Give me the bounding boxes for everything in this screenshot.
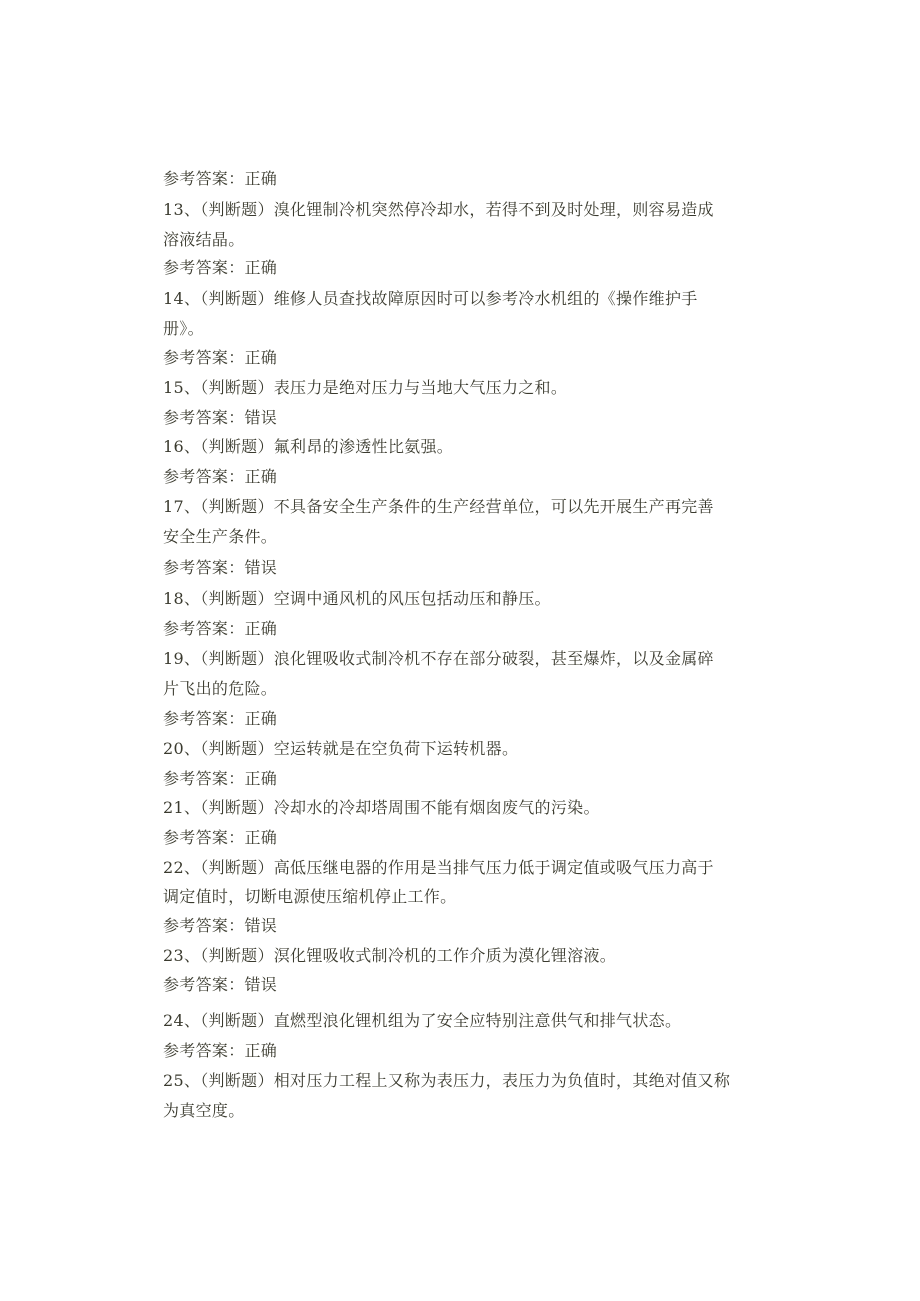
question-13-line-2: 溶液结晶。	[163, 230, 245, 249]
answer-line: 参考答案：正确	[163, 709, 278, 728]
question-25-line-1: 25、（判断题）相对压力工程上又称为表压力，表压力为负值时，其绝对值又称	[163, 1071, 731, 1090]
question-15-line: 15、（判断题）表压力是绝对压力与当地大气压力之和。	[163, 378, 568, 397]
question-14-line-2: 册》。	[163, 319, 204, 338]
question-13-line-1: 13、（判断题）溴化锂制冷机突然停冷却水，若得不到及时处理，则容易造成	[163, 200, 714, 219]
question-16-line: 16、（判断题）氟利昂的渗透性比氨强。	[163, 437, 454, 456]
question-22-line-2: 调定值时，切断电源使压缩机停止工作。	[163, 887, 457, 906]
question-14-line-1: 14、（判断题）维修人员查找故障原因时可以参考冷水机组的《操作维护手	[163, 289, 698, 308]
question-17-line-1: 17、（判断题）不具备安全生产条件的生产经营单位，可以先开展生产再完善	[163, 497, 714, 516]
answer-line: 参考答案：错误	[163, 558, 278, 577]
answer-line: 参考答案：错误	[163, 975, 278, 994]
answer-line: 参考答案：正确	[163, 169, 278, 188]
question-25-line-2: 为真空度。	[163, 1101, 245, 1120]
question-17-line-2: 安全生产条件。	[163, 527, 278, 546]
answer-line: 参考答案：正确	[163, 769, 278, 788]
question-19-line-1: 19、（判断题）浪化锂吸收式制冷机不存在部分破裂，甚至爆炸，以及金属碎	[163, 649, 714, 668]
answer-line: 参考答案：正确	[163, 1041, 278, 1060]
question-19-line-2: 片飞出的危险。	[163, 679, 278, 698]
question-20-line: 20、（判断题）空运转就是在空负荷下运转机器。	[163, 739, 519, 758]
question-24-line: 24、（判断题）直燃型浪化锂机组为了安全应特别注意供气和排气状态。	[163, 1011, 682, 1030]
answer-line: 参考答案：正确	[163, 348, 278, 367]
answer-line: 参考答案：正确	[163, 258, 278, 277]
question-22-line-1: 22、（判断题）高低压继电器的作用是当排气压力低于调定值或吸气压力高于	[163, 858, 714, 877]
answer-line: 参考答案：正确	[163, 828, 278, 847]
question-23-line: 23、（判断题）溟化锂吸收式制冷机的工作介质为漠化锂溶液。	[163, 946, 617, 965]
answer-line: 参考答案：错误	[163, 408, 278, 427]
answer-line: 参考答案：正确	[163, 467, 278, 486]
answer-line: 参考答案：错误	[163, 916, 278, 935]
answer-line: 参考答案：正确	[163, 619, 278, 638]
question-21-line: 21、（判断题）冷却水的冷却塔周围不能有烟囱废气的污染。	[163, 798, 600, 817]
question-18-line: 18、（判断题）空调中通风机的风压包括动压和静压。	[163, 589, 551, 608]
